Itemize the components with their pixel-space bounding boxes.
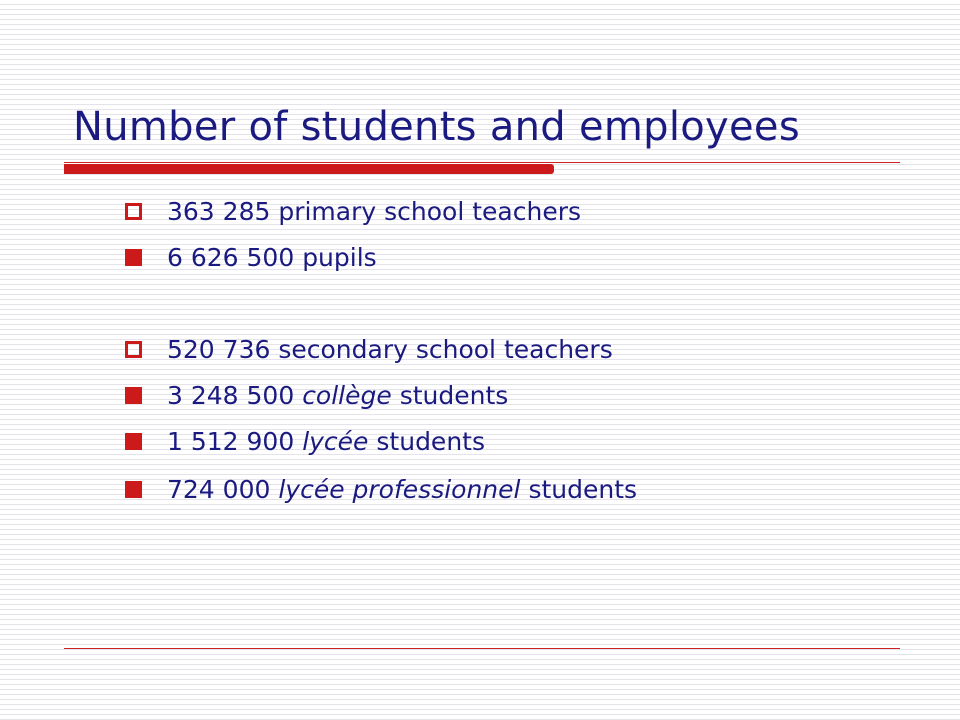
bullet-item-pupils xyxy=(125,242,377,272)
bullet-text xyxy=(167,427,485,456)
bullet-emphasis: lycée professionnel xyxy=(278,474,521,504)
filled-square-icon xyxy=(125,481,142,498)
bullet-item-primary-teachers xyxy=(125,196,581,226)
bullet-item-lycee-students xyxy=(125,426,485,456)
filled-square-icon xyxy=(125,249,142,266)
bullet-item-lycee-pro-students xyxy=(125,474,637,504)
bullet-number: 363 285 xyxy=(167,196,271,226)
bullet-number: 6 626 500 xyxy=(167,242,295,272)
bullet-number: 3 248 500 xyxy=(167,380,295,410)
filled-square-icon xyxy=(125,387,142,404)
slide-title: Number of students and employees xyxy=(73,104,800,150)
bullet-emphasis: lycée xyxy=(302,426,369,456)
bullet-text xyxy=(167,243,377,272)
bullet-item-secondary-teachers xyxy=(125,334,613,364)
bullet-label: primary school teachers xyxy=(278,196,582,226)
bullet-emphasis: collège xyxy=(302,380,392,410)
bullet-text xyxy=(167,335,613,364)
bullet-label: students xyxy=(528,474,638,504)
bullet-number: 724 000 xyxy=(167,474,271,504)
hollow-square-icon xyxy=(125,203,142,220)
bullet-label: students xyxy=(399,380,509,410)
bullet-text xyxy=(167,197,581,226)
hollow-square-icon xyxy=(125,341,142,358)
footer-divider-line xyxy=(64,648,900,649)
bullet-text xyxy=(167,475,637,504)
bullet-label: students xyxy=(376,426,485,456)
bullet-item-college-students xyxy=(125,380,508,410)
bullet-number: 1 512 900 xyxy=(167,426,295,456)
bullet-label: secondary school teachers xyxy=(278,334,613,364)
bullet-text xyxy=(167,381,508,410)
filled-square-icon xyxy=(125,433,142,450)
bullet-label: pupils xyxy=(302,242,377,272)
bullet-number: 520 736 xyxy=(167,334,271,364)
